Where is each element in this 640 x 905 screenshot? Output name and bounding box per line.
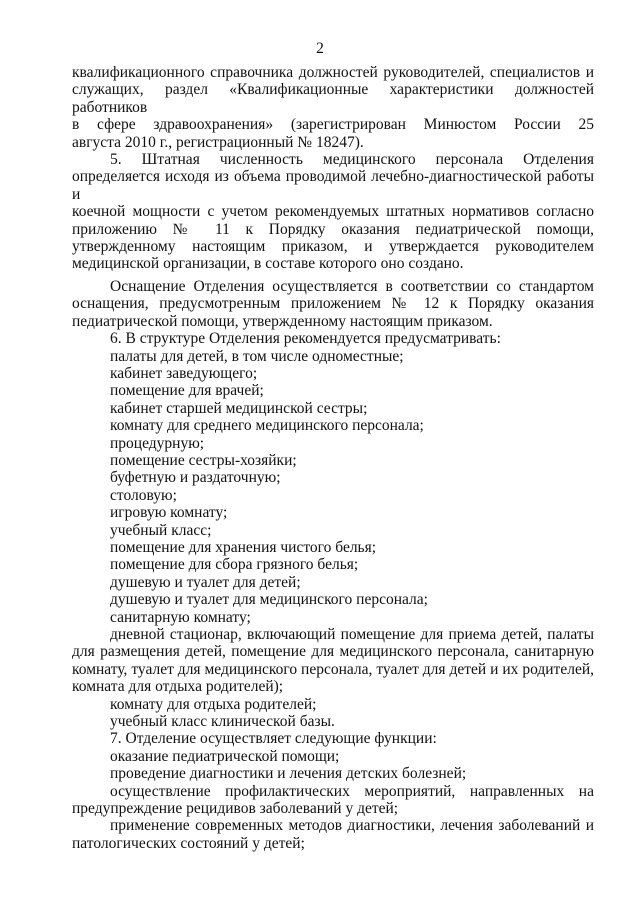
text-line: осуществление профилактических мероприятий, направленных на [110,782,594,800]
text-line: оснащения, предусмотренным приложением № 12 к Порядку оказания [72,295,594,313]
list-item: игровую комнату; [110,504,228,522]
text-line: комната для отдыха родителей); [72,678,284,696]
list-item: процедурную; [110,434,205,452]
list-item: комнату для отдыха родителей; [110,695,317,713]
list-item: душевую и туалет для детей; [110,573,301,591]
text-line: определяется исходя из объема проводимой лечебно-диагностической работы и [72,168,594,203]
text-line: служащих, раздел «Квалификационные характеристики должностей работников [72,81,594,116]
list-item: столовую; [110,486,177,504]
list-item: учебный класс; [110,521,212,539]
list-item: буфетную и раздаточную; [110,469,281,487]
page-number: 2 [316,40,324,57]
day-hospital-item [72,626,594,696]
text-line: педиатрической помощи, утвержденному настоящим приказом. [72,312,493,330]
list-item: комнату для среднего медицинского персонала; [110,417,424,435]
text-line: коечной мощности с учетом рекомендуемых штатных нормативов согласно [72,203,594,221]
text-line: августа 2010 г., регистрационный № 18247). [72,133,364,151]
text-line: квалификационного справочника должностей руководителей, специалистов и [72,64,594,81]
list-item: оказание педиатрической помощи; [110,747,340,765]
structure-list-continued [72,696,594,731]
document-body [72,64,594,852]
paragraph-5 [72,151,594,273]
structure-list [72,348,594,627]
text-line: патологических состояний у детей; [72,834,305,852]
text-line: применение современных методов диагностики, лечения заболеваний и [110,817,594,835]
list-item: помещение сестры-хозяйки; [110,451,297,469]
list-item: проведение диагностики и лечения детских болезней; [110,765,467,783]
list-item: палаты для детей, в том числе одноместные; [110,347,404,365]
list-item: помещение для сбора грязного белья; [110,556,359,574]
list-item: помещение для врачей; [110,382,264,400]
paragraph-equipment [72,278,594,330]
functions-list [72,748,594,852]
list-item: помещение для хранения чистого белья; [110,538,377,556]
text-line: комнату, туалет для медицинского персонала, туалет для детей и их родителей, [72,660,594,678]
list-item: санитарную комнату; [110,608,251,626]
text-line: приложению № 11 к Порядку оказания педиатрической помощи, [72,220,594,238]
text-line: 5. Штатная численность медицинского персонала Отделения [110,151,594,169]
text-line: медицинской организации, в составе которого оно создано. [72,255,464,273]
text-line: дневной стационар, включающий помещение для приема детей, палаты [110,626,594,643]
list-item: учебный класс клинической базы. [110,713,335,731]
text-line: утвержденному настоящим приказом, и утверждается руководителем [72,238,594,256]
section-6-heading: 6. В структуре Отделения рекомендуется предусматривать: [110,330,501,348]
text-line: предупреждение рецидивов заболеваний у детей; [72,800,399,818]
section-7-heading: 7. Отделение осуществляет следующие функции: [110,730,437,748]
list-item: душевую и туалет для медицинского персонала; [110,591,428,609]
text-line: Оснащение Отделения осуществляется в соответствии со стандартом [110,277,594,295]
list-item: кабинет старшей медицинской сестры; [110,399,368,417]
text-line: в сфере здравоохранения» (зарегистрирован Минюстом России 25 [72,116,594,134]
paragraph-intro [72,64,594,151]
list-item: кабинет заведующего; [110,364,258,382]
text-line: для размещения детей, помещение для медицинского персонала, санитарную [72,643,594,661]
